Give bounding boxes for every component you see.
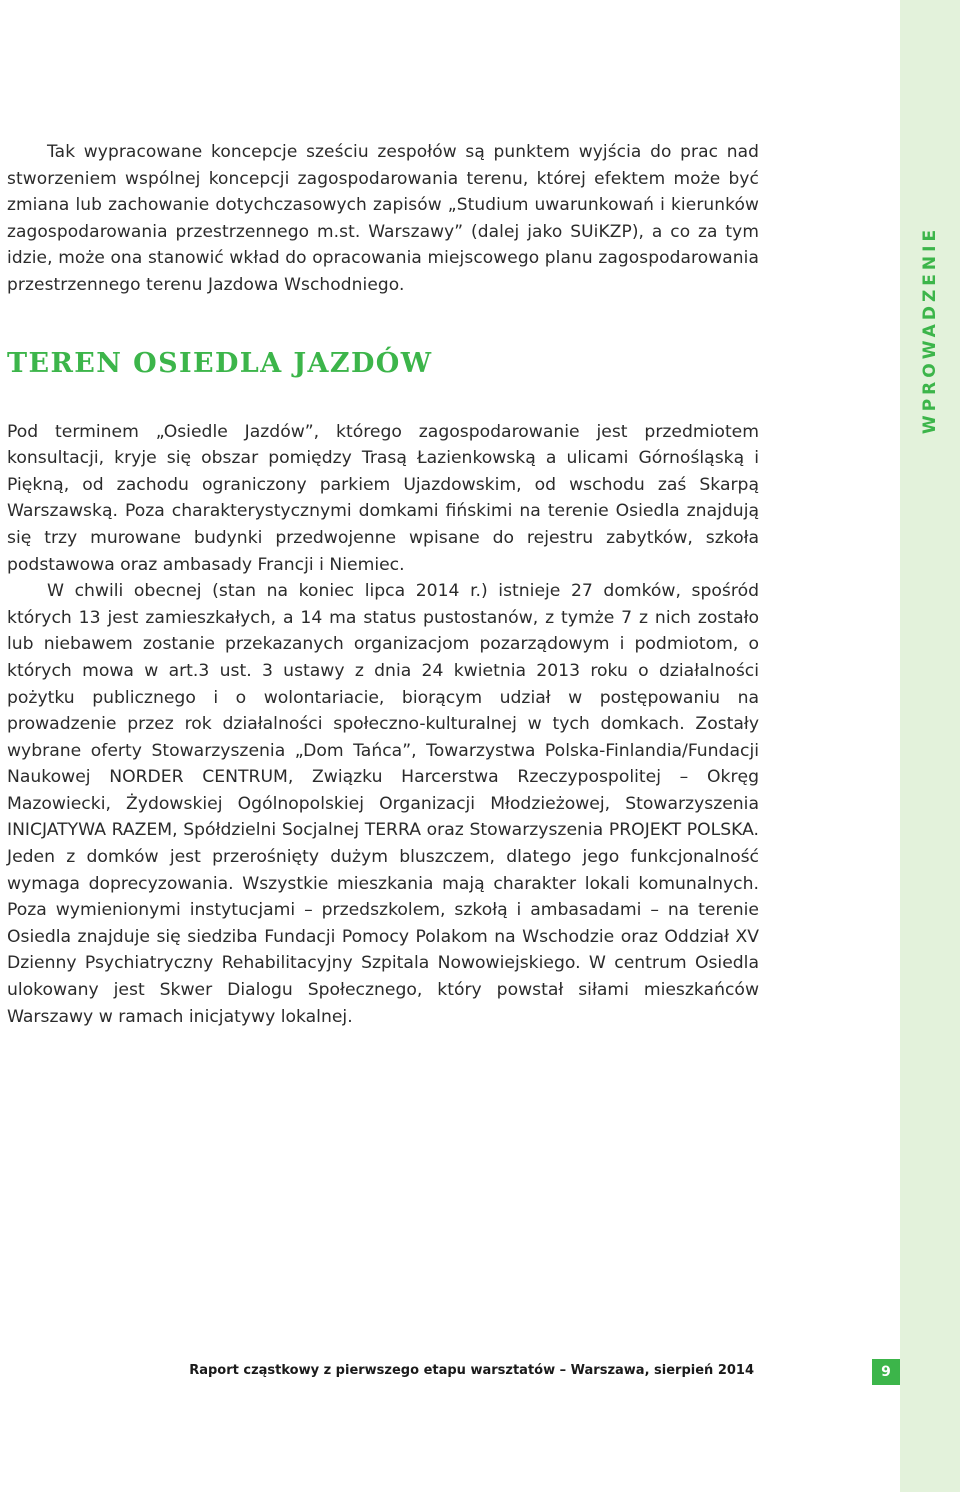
main-content bbox=[7, 139, 759, 1030]
page-number-badge: 9 bbox=[872, 1359, 900, 1385]
footer-report-title: Raport cząstkowy z pierwszego etapu warsztatów – Warszawa, sierpień 2014 bbox=[189, 1363, 754, 1378]
section-heading: TEREN OSIEDLA JAZDÓW bbox=[7, 347, 433, 379]
section-paragraph: W chwili obecnej (stan na koniec lipca 2014 r.) istnieje 27 domków, spośród których 13 jest zamieszkałych, a 14 ma status pustostanów, z tymże 7 z nich zostało lub niebawem zostanie przekazanych organizacjom pozarządowym i podmiotom, o których mowa w art.3 ust. 3 ustawy z dnia 24 kwietnia 2013 roku o działalności pożytku publicznego i o wolontariacie, biorącym udział w postępowaniu na prowadzenie przez rok działalności społeczno-kulturalnej w tych domkach. Zostały wybrane oferty Stowarzyszenia „Dom Tańca”, Towarzystwa Polska-Finlandia/Fundacji Naukowej NORDER CENTRUM, Związku Harcerstwa Rzeczypospolitej – Okręg Mazowiecki, Żydowskiej Ogólnopolskiej Organizacji Młodzieżowej, Stowarzyszenia INICJATYWA RAZEM, Spółdzielni Socjalnej TERRA oraz Stowarzyszenia PROJEKT POLSKA. Jeden z domków jest przerośnięty dużym bluszczem, dlatego jego funkcjonalność wymaga doprecyzowania. Wszystkie mieszkania mają charakter lokali komunalnych. Poza wymienionymi instytucjami – przedszkolem, szkołą i ambasadami – na terenie Osiedla znajduje się siedziba Fundacji Pomocy Polakom na Wschodzie oraz Oddział XV Dzienny Psychiatryczny Rehabilitacyjny Szpitala Nowowiejskiego. W centrum Osiedla ulokowany jest Skwer Dialogu Społecznego, który powstał siłami mieszkańców Warszawy w ramach inicjatywy lokalnej. bbox=[7, 581, 759, 1027]
sidebar-strip bbox=[900, 0, 960, 1492]
sidebar-section-label: WPROWADZENIE bbox=[920, 225, 940, 435]
section-paragraph: Pod terminem „Osiedle Jazdów”, którego zagospodarowanie jest przedmiotem konsultacji, kryje się obszar pomiędzy Trasą Łazienkowską a ulicami Górnośląską i Piękną, od zachodu ograniczony parkiem Ujazdowskim, od wschodu zaś Skarpą Warszawską. Poza charakterystycznymi domkami fińskimi na terenie Osiedla znajdują się trzy murowane budynki przedwojenne wpisane do rejestru zabytków, szkoła podstawowa oraz ambasady Francji i Niemiec. bbox=[7, 421, 759, 575]
intro-paragraph: Tak wypracowane koncepcje sześciu zespołów są punktem wyjścia do prac nad stworzeniem wspólnej koncepcji zagospodarowania terenu, której efektem może być zmiana lub zachowanie dotychczasowych zapisów „Studium uwarunkowań i kierunków zagospodarowania przestrzennego m.st. Warszawy” (dalej jako SUiKZP), a co za tym idzie, może ona stanowić wkład do opracowania miejscowego planu zagospodarowania przestrzennego terenu Jazdowa Wschodniego. bbox=[7, 142, 759, 295]
